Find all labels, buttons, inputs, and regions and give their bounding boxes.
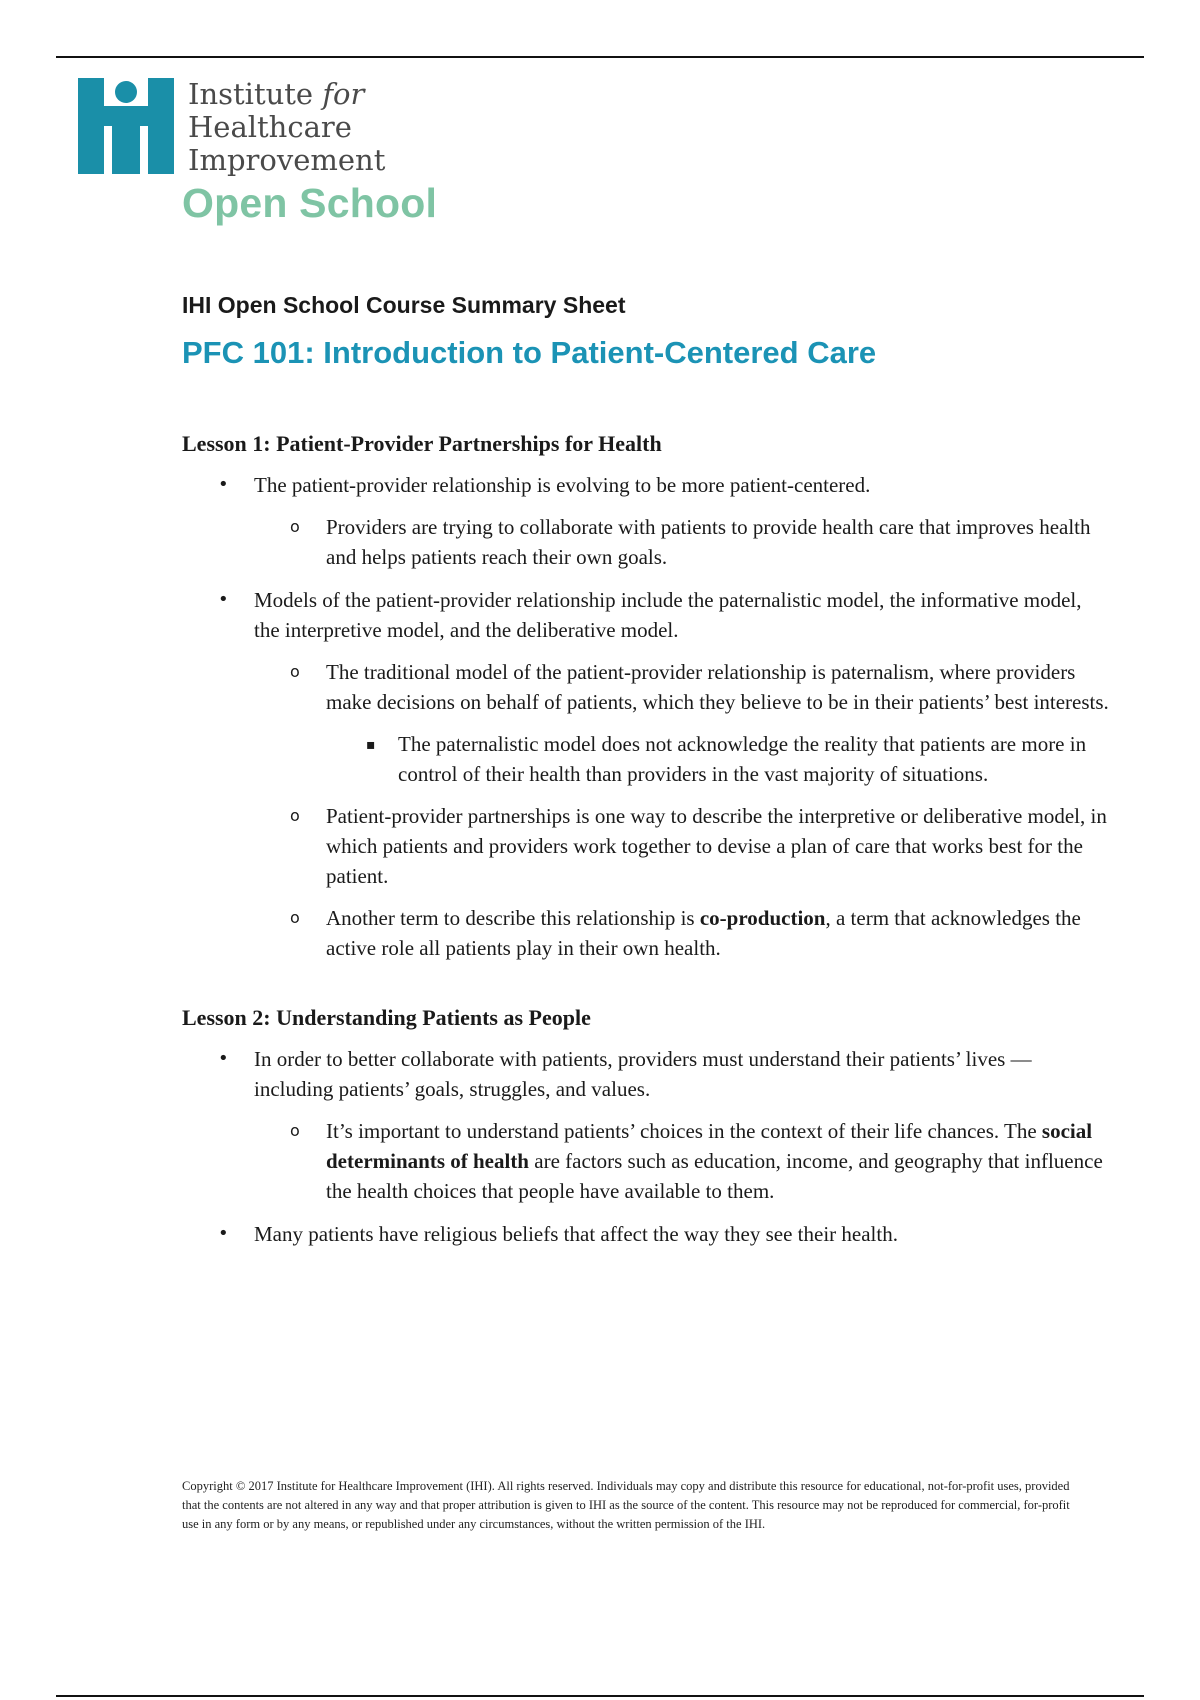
bullet-icon: • (218, 1048, 229, 1069)
lesson-1-sub-bullet (290, 512, 1112, 572)
circle-bullet-icon: o (290, 908, 300, 927)
top-rule (56, 56, 1144, 58)
lesson-2-heading: Lesson 2: Understanding Patients as People (182, 1005, 591, 1030)
logo-open-school: Open School (182, 180, 438, 226)
logo-word-for: for (322, 77, 365, 111)
sub-sub-bullet-text: The paternalistic model does not acknowledge the reality that patients are more in control of their health than providers in the vast majority of situations. (398, 732, 1087, 786)
lesson-2-sub-bullet (290, 1116, 1112, 1206)
text-run: are factors such as education, income, and geography that influence the health choices that people have available to them. (326, 1149, 1103, 1203)
text-run: Another term to describe this relationship is (326, 906, 700, 930)
summary-label: IHI Open School Course Summary Sheet (182, 292, 626, 318)
bottom-rule (56, 1695, 1144, 1697)
lesson-1-sub-bullet (290, 903, 1112, 963)
square-bullet-icon: ▪ (366, 737, 376, 753)
copyright-notice: Copyright © 2017 Institute for Healthcare Improvement (IHI). All rights reserved. Individuals may copy and distribute this resource for educational, not-for-profit uses, provided that the contents are not altered in any way and that proper attribution is given to IHI as the source of the content. This resource may not be reproduced for commercial, for-profit use in any form or by any means, or republished under any circumstances, without the written permission of the IHI. (182, 1479, 1070, 1531)
text-run: , a term that acknowledges the active role all patients play in their own health. (326, 906, 1081, 960)
sub-bullet-text: Providers are trying to collaborate with patients to provide health care that improves health and helps patients reach their own goals. (326, 515, 1091, 569)
bullet-icon: • (218, 474, 229, 495)
circle-bullet-icon: o (290, 1121, 300, 1140)
bullet-icon: • (218, 1223, 229, 1244)
sub-bullet-text: The traditional model of the patient-provider relationship is paternalism, where providers make decisions on behalf of patients, which they believe to be in their patients’ best interests. (326, 660, 1109, 714)
logo-wordmark (188, 78, 385, 177)
circle-bullet-icon: o (290, 662, 300, 681)
circle-bullet-icon: o (290, 806, 300, 825)
lesson-1-sub-bullet (290, 657, 1112, 789)
text-run: It’s important to understand patients’ choices in the context of their life chances. The (326, 1119, 1042, 1143)
lesson-1-bullet-1 (218, 470, 1112, 572)
lesson-1-list (182, 470, 1112, 963)
logo-line-3: Improvement (188, 143, 386, 177)
sub-bullet-text: Patient-provider partnerships is one way to describe the interpretive or deliberative model, in which patients and providers work together to devise a plan of care that works best for the patient. (326, 804, 1107, 888)
ihi-logo (78, 78, 498, 238)
lesson-1-bullet-2 (218, 585, 1112, 963)
term-co-production: co-production (699, 906, 826, 930)
logo-word-institute: Institute (188, 77, 314, 111)
course-title: PFC 101: Introduction to Patient-Centered Care (182, 335, 877, 370)
circle-bullet-icon: o (290, 517, 300, 536)
lesson-2-bullet-1 (218, 1044, 1112, 1206)
bullet-text: Models of the patient-provider relationship include the paternalistic model, the informative model, the interpretive model, and the deliberative model. (254, 588, 1082, 642)
bullet-text: Many patients have religious beliefs that affect the way they see their health. (254, 1222, 898, 1246)
lesson-2-list (182, 1044, 1112, 1249)
bullet-text: In order to better collaborate with patients, providers must understand their patients’ lives — including patients’ goals, struggles, and values. (254, 1047, 1032, 1101)
lesson-2-bullet-2 (218, 1219, 1112, 1249)
bullet-text: The patient-provider relationship is evolving to be more patient-centered. (254, 473, 871, 497)
lesson-1-sub-bullet (290, 801, 1112, 891)
lesson-1-heading: Lesson 1: Patient-Provider Partnerships for Health (182, 431, 662, 456)
document-body (182, 292, 1112, 1249)
bullet-icon: • (218, 589, 229, 610)
logo-line-2: Healthcare (188, 110, 352, 144)
term-social-determinants: social determinants of health (326, 1119, 1093, 1173)
lesson-1-sub-sub-bullet (366, 729, 1112, 789)
sub-bullet-text (326, 1116, 1112, 1206)
ihi-logo-mark-icon (78, 78, 174, 174)
logo-line-1 (188, 78, 385, 111)
sub-bullet-text (326, 903, 1112, 963)
